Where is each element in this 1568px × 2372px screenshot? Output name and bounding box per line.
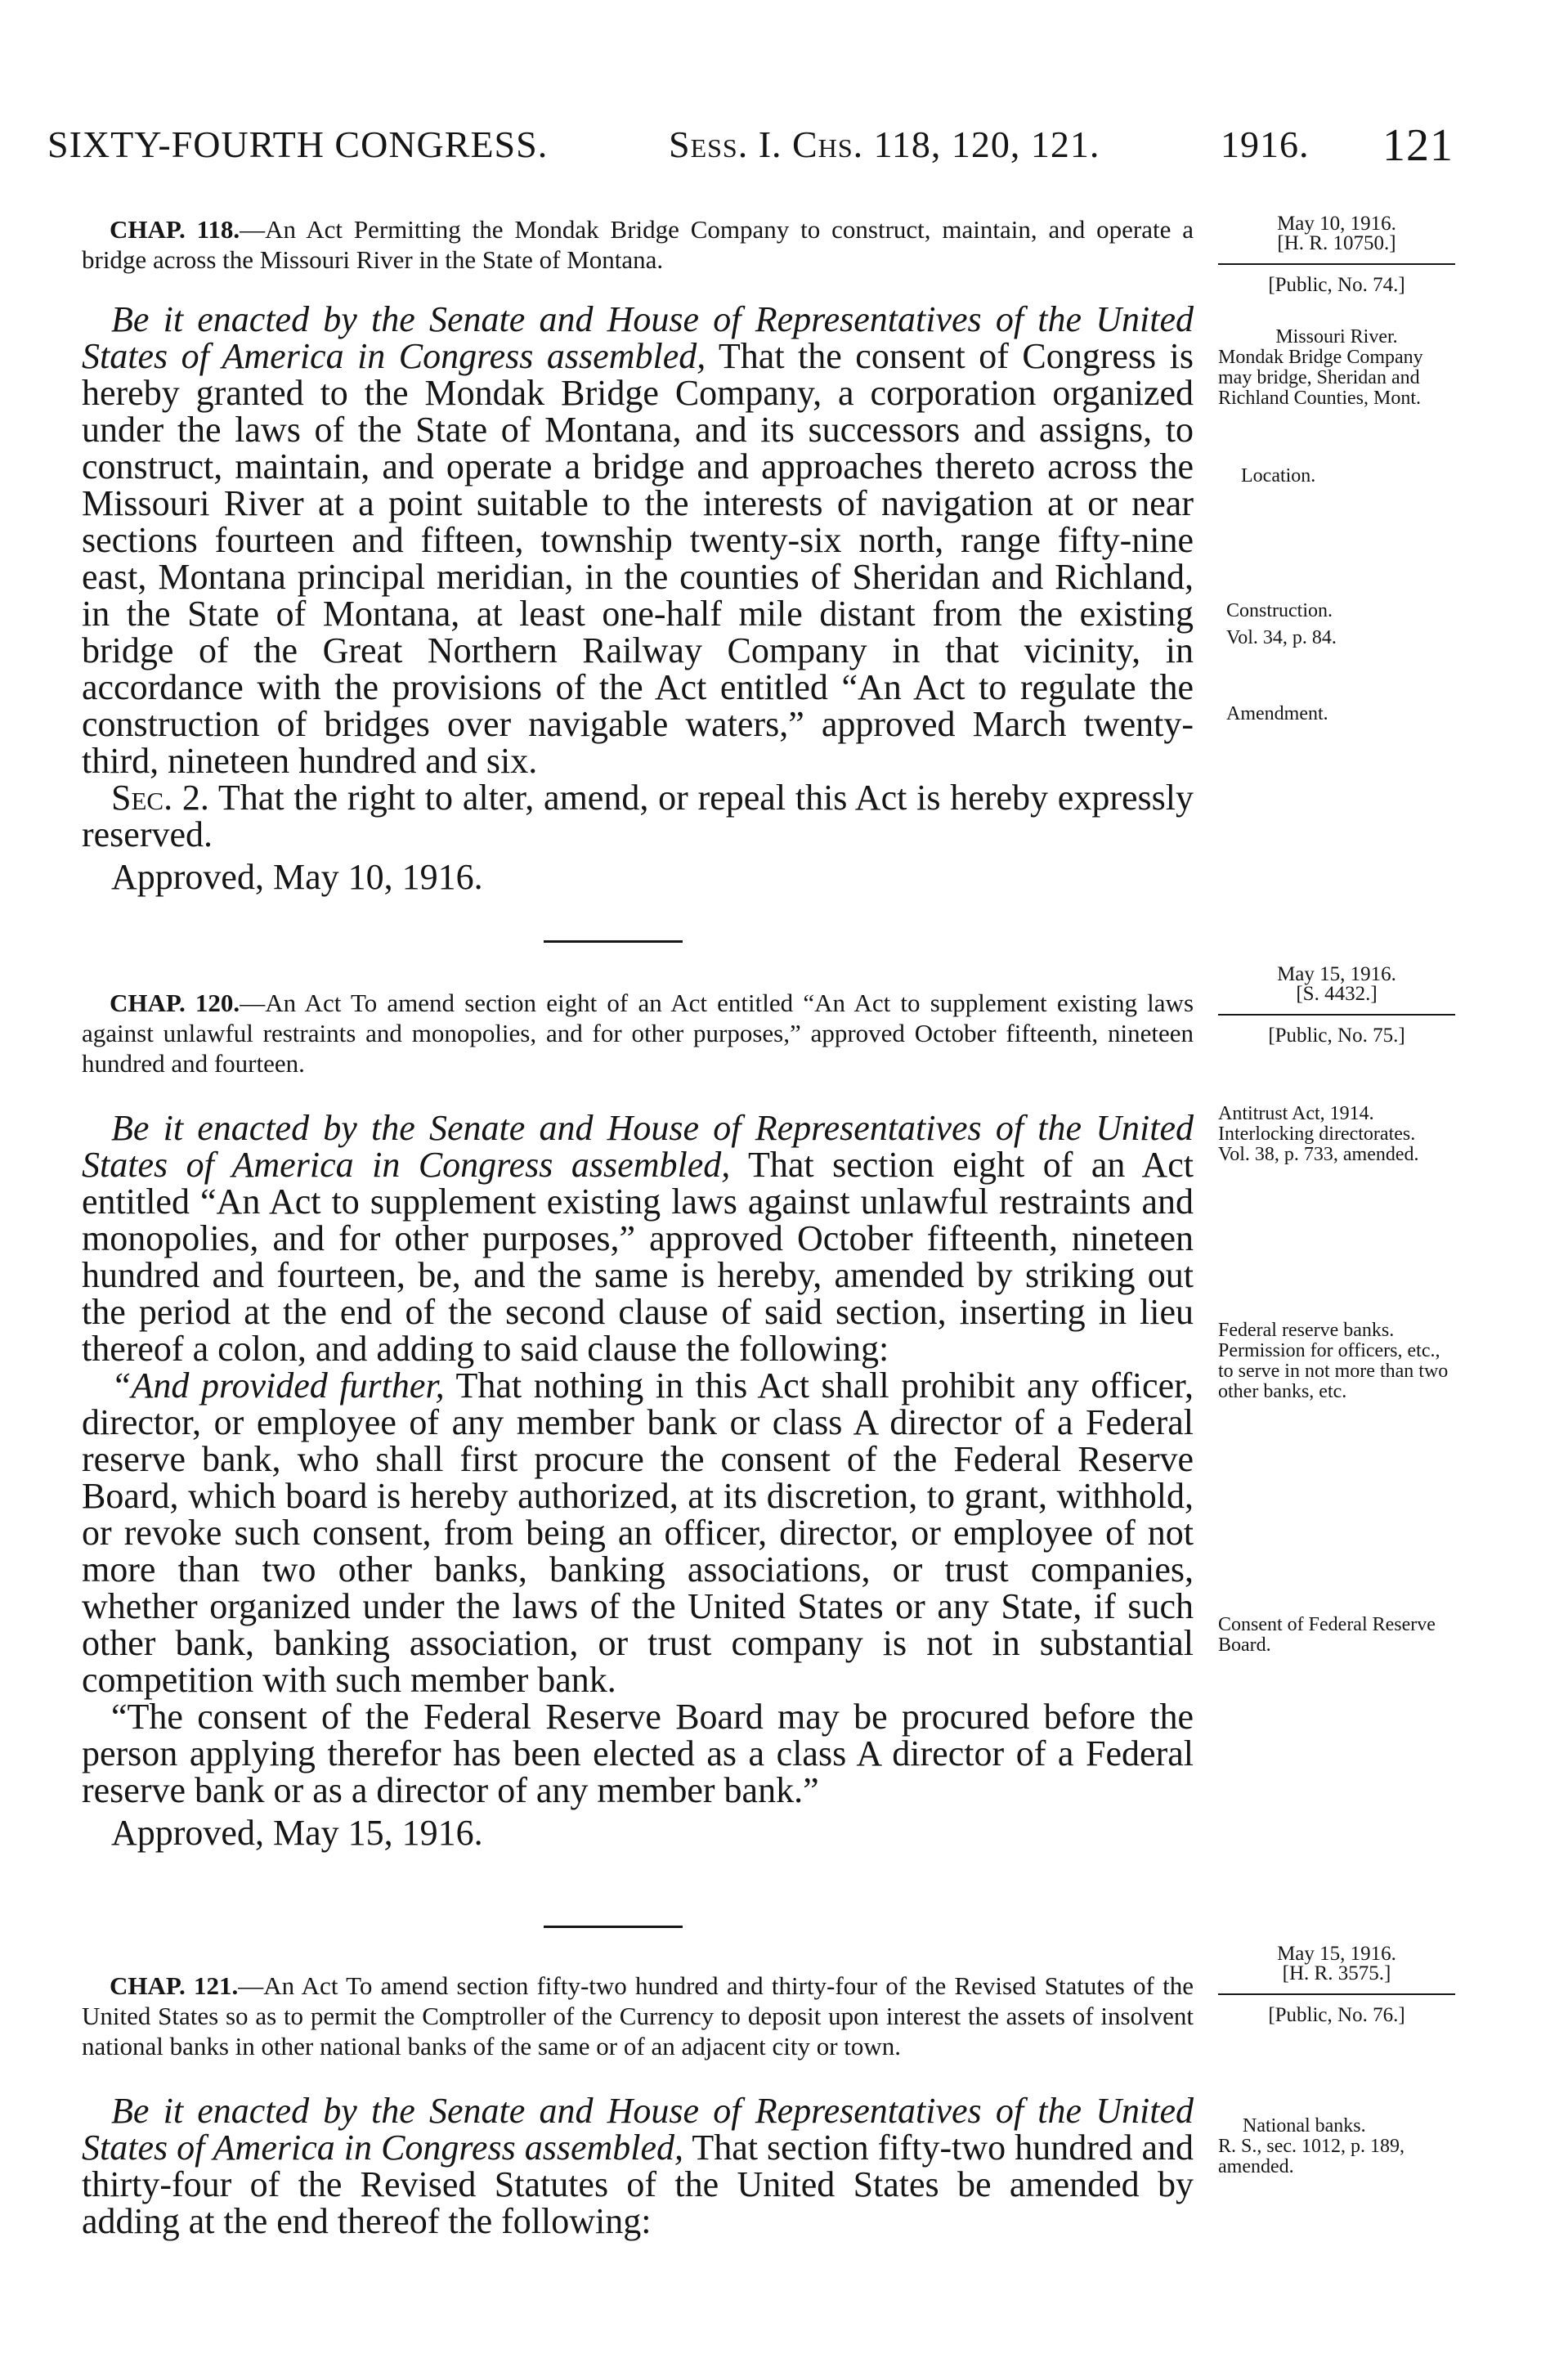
- chapter-118-label: CHAP. 118.: [110, 215, 240, 244]
- congress-title: SIXTY-FOURTH CONGRESS.: [47, 123, 549, 165]
- divider-rule: [544, 940, 683, 943]
- chapter-120-margin: [1218, 965, 1455, 1656]
- margin-note-vol-34: Vol. 34, p. 84.: [1226, 627, 1337, 648]
- margin-note-mondak: Mondak Bridge Company may bridge, Sheridan and Richland Counties, Mont.: [1218, 347, 1423, 409]
- chapter-118-section-1: Be it enacted by the Senate and House of Representatives of the United States of America in Congress assembled, That the consent of Congress is hereby granted to the Mondak Bridge Company, a corporation organized under the laws of the State of Montana, and its successors and assigns, to construct, maintain, and operate a bridge and approaches thereto across the Missouri River at a point suitable to the interests of navigation at or near sections fourteen and fifteen, township twenty-six north, range fifty-nine east, Montana principal meridian, in the counties of Sheridan and Richland, in the State of Montana, at least one-half mile distant from the existing bridge of the Great Northern Railway Company in that vicinity, in accordance with the provisions of the Act entitled “An Act to regulate the construction of bridges over navigable waters,” approved March twenty-third, nineteen hundred and six.: [82, 299, 1194, 781]
- margin-note-amendment: Amendment.: [1226, 703, 1328, 724]
- margin-note-national-banks: National banks.: [1243, 2115, 1366, 2137]
- margin-note-construction: Construction.: [1226, 600, 1333, 621]
- chapter-118-date: May 10, 1916.: [1277, 213, 1396, 235]
- chapter-118: [82, 214, 1194, 897]
- chapter-120-public-law: [Public, No. 75.]: [1218, 1014, 1455, 1047]
- enacting-clause: Be it enacted by the Senate and House of Representatives of the United States of America in Congress assembled,: [82, 1108, 1194, 1185]
- enacting-clause: Be it enacted by the Senate and House of Representatives of the United States of America in Congress assembled,: [82, 2091, 1194, 2168]
- margin-note-consent: Consent of Federal Reserve Board.: [1218, 1614, 1436, 1656]
- chapter-120-paragraph-2: “And provided further, That nothing in this Act shall prohibit any officer, director, or employee of any member bank or class A director of a Federal reserve bank, who shall first procure the consent of the Federal Reserve Board, which board is hereby authorized, at its discretion, to grant, withhold, or revoke such consent, from being an officer, director, or employee of not more than two other banks, banking associations, or trust companies, whether organized under the laws of the United States or any State, if such other bank, banking association, or trust company is not in substantial competition with such member bank.: [82, 1365, 1194, 1700]
- chapter-120: [82, 988, 1194, 1853]
- section-label: Sec. 2.: [111, 778, 209, 818]
- margin-note-antitrust: Antitrust Act, 1914.: [1218, 1103, 1374, 1124]
- chapter-121-public-law: [Public, No. 76.]: [1218, 1993, 1455, 2026]
- chapter-118-approved: Approved, May 10, 1916.: [111, 857, 483, 897]
- chapter-121-paragraph-1: Be it enacted by the Senate and House of Representatives of the United States of America in Congress assembled, That section fifty-two hundred and thirty-four of the Revised Statutes of the United States be amended by adding at the end thereof the following:: [82, 2091, 1194, 2241]
- chapter-118-body: [82, 301, 1194, 853]
- margin-note-interlocking: Interlocking directorates.: [1218, 1123, 1416, 1145]
- chapter-120-paragraph-3: “The consent of the Federal Reserve Board may be procured before the person applying therefor has been elected as a class A director of a Federal reserve bank or as a director of any member bank.”: [82, 1697, 1194, 1810]
- chapter-121-title: CHAP. 121.—An Act To amend section fifty-two hundred and thirty-four of the Revised Statutes of the United States so as to permit the Comptroller of the Currency to deposit upon interest the assets of insolvent national banks in other national banks of the same or of an adjacent city or town.: [82, 1971, 1194, 2060]
- chapter-121-bill: [H. R. 3575.]: [1282, 1962, 1391, 1984]
- chapter-118-bill: [H. R. 10750.]: [1277, 232, 1396, 254]
- margin-note-rs-1012: R. S., sec. 1012, p. 189, amended.: [1218, 2136, 1404, 2177]
- header-year: 1916.: [1221, 123, 1310, 165]
- chapter-120-bill: [S. 4432.]: [1296, 983, 1378, 1005]
- chapter-120-body: [82, 1110, 1194, 1809]
- chapter-121-body: [82, 2092, 1194, 2240]
- chapter-121: [82, 1971, 1194, 2240]
- enacting-clause: Be it enacted by the Senate and House of Representatives of the United States of America in Congress assembled,: [82, 299, 1194, 376]
- page-number: 121: [1382, 120, 1454, 171]
- chapter-118-public-law: [Public, No. 74.]: [1218, 263, 1455, 296]
- margin-note-permission: Permission for officers, etc., to serve in not more than two other banks, etc.: [1218, 1340, 1449, 1402]
- margin-note-federal-reserve: Federal reserve banks.: [1218, 1320, 1395, 1341]
- chapter-120-label: CHAP. 120.: [110, 989, 240, 1017]
- chapter-121-label: CHAP. 121.: [110, 1971, 239, 2000]
- chapter-120-paragraph-1: Be it enacted by the Senate and House of Representatives of the United States of America in Congress assembled, That section eight of an Act entitled “An Act to supplement existing laws against unlawful restraints and monopolies, and for other purposes,” approved October fifteenth, nineteen hundred and fourteen, be, and the same is hereby, amended by striking out the period at the end of the second clause of said section, inserting in lieu thereof a colon, and adding to said clause the following:: [82, 1108, 1194, 1369]
- divider-rule: [544, 1926, 683, 1928]
- session-chapters: Sess. I. Chs. 118, 120, 121.: [669, 123, 1100, 165]
- proviso-lead: “And provided further,: [111, 1365, 445, 1406]
- chapter-118-margin: [1218, 214, 1455, 724]
- chapter-118-title: CHAP. 118.—An Act Permitting the Mondak Bridge Company to construct, maintain, and operate a bridge across the Missouri River in the State of Montana.: [82, 215, 1194, 274]
- margin-note-location: Location.: [1241, 465, 1316, 487]
- chapter-121-date: May 15, 1916.: [1277, 1943, 1396, 1965]
- margin-note-vol-38: Vol. 38, p. 733, amended.: [1218, 1144, 1419, 1165]
- chapter-120-title: CHAP. 120.—An Act To amend section eight of an Act entitled “An Act to supplement existing laws against unlawful restraints and monopolies, and for other purposes,” approved October fifteenth, nineteen hundred and fourteen.: [82, 989, 1194, 1078]
- chapter-120-date: May 15, 1916.: [1277, 963, 1396, 985]
- chapter-121-margin: [1218, 1944, 1455, 2177]
- chapter-120-approved: Approved, May 15, 1916.: [111, 1813, 483, 1853]
- margin-note-missouri-river: Missouri River.: [1275, 326, 1398, 348]
- chapter-118-section-2: Sec. 2. That the right to alter, amend, or repeal this Act is hereby expressly reserved.: [82, 778, 1194, 854]
- running-header: [47, 120, 1454, 180]
